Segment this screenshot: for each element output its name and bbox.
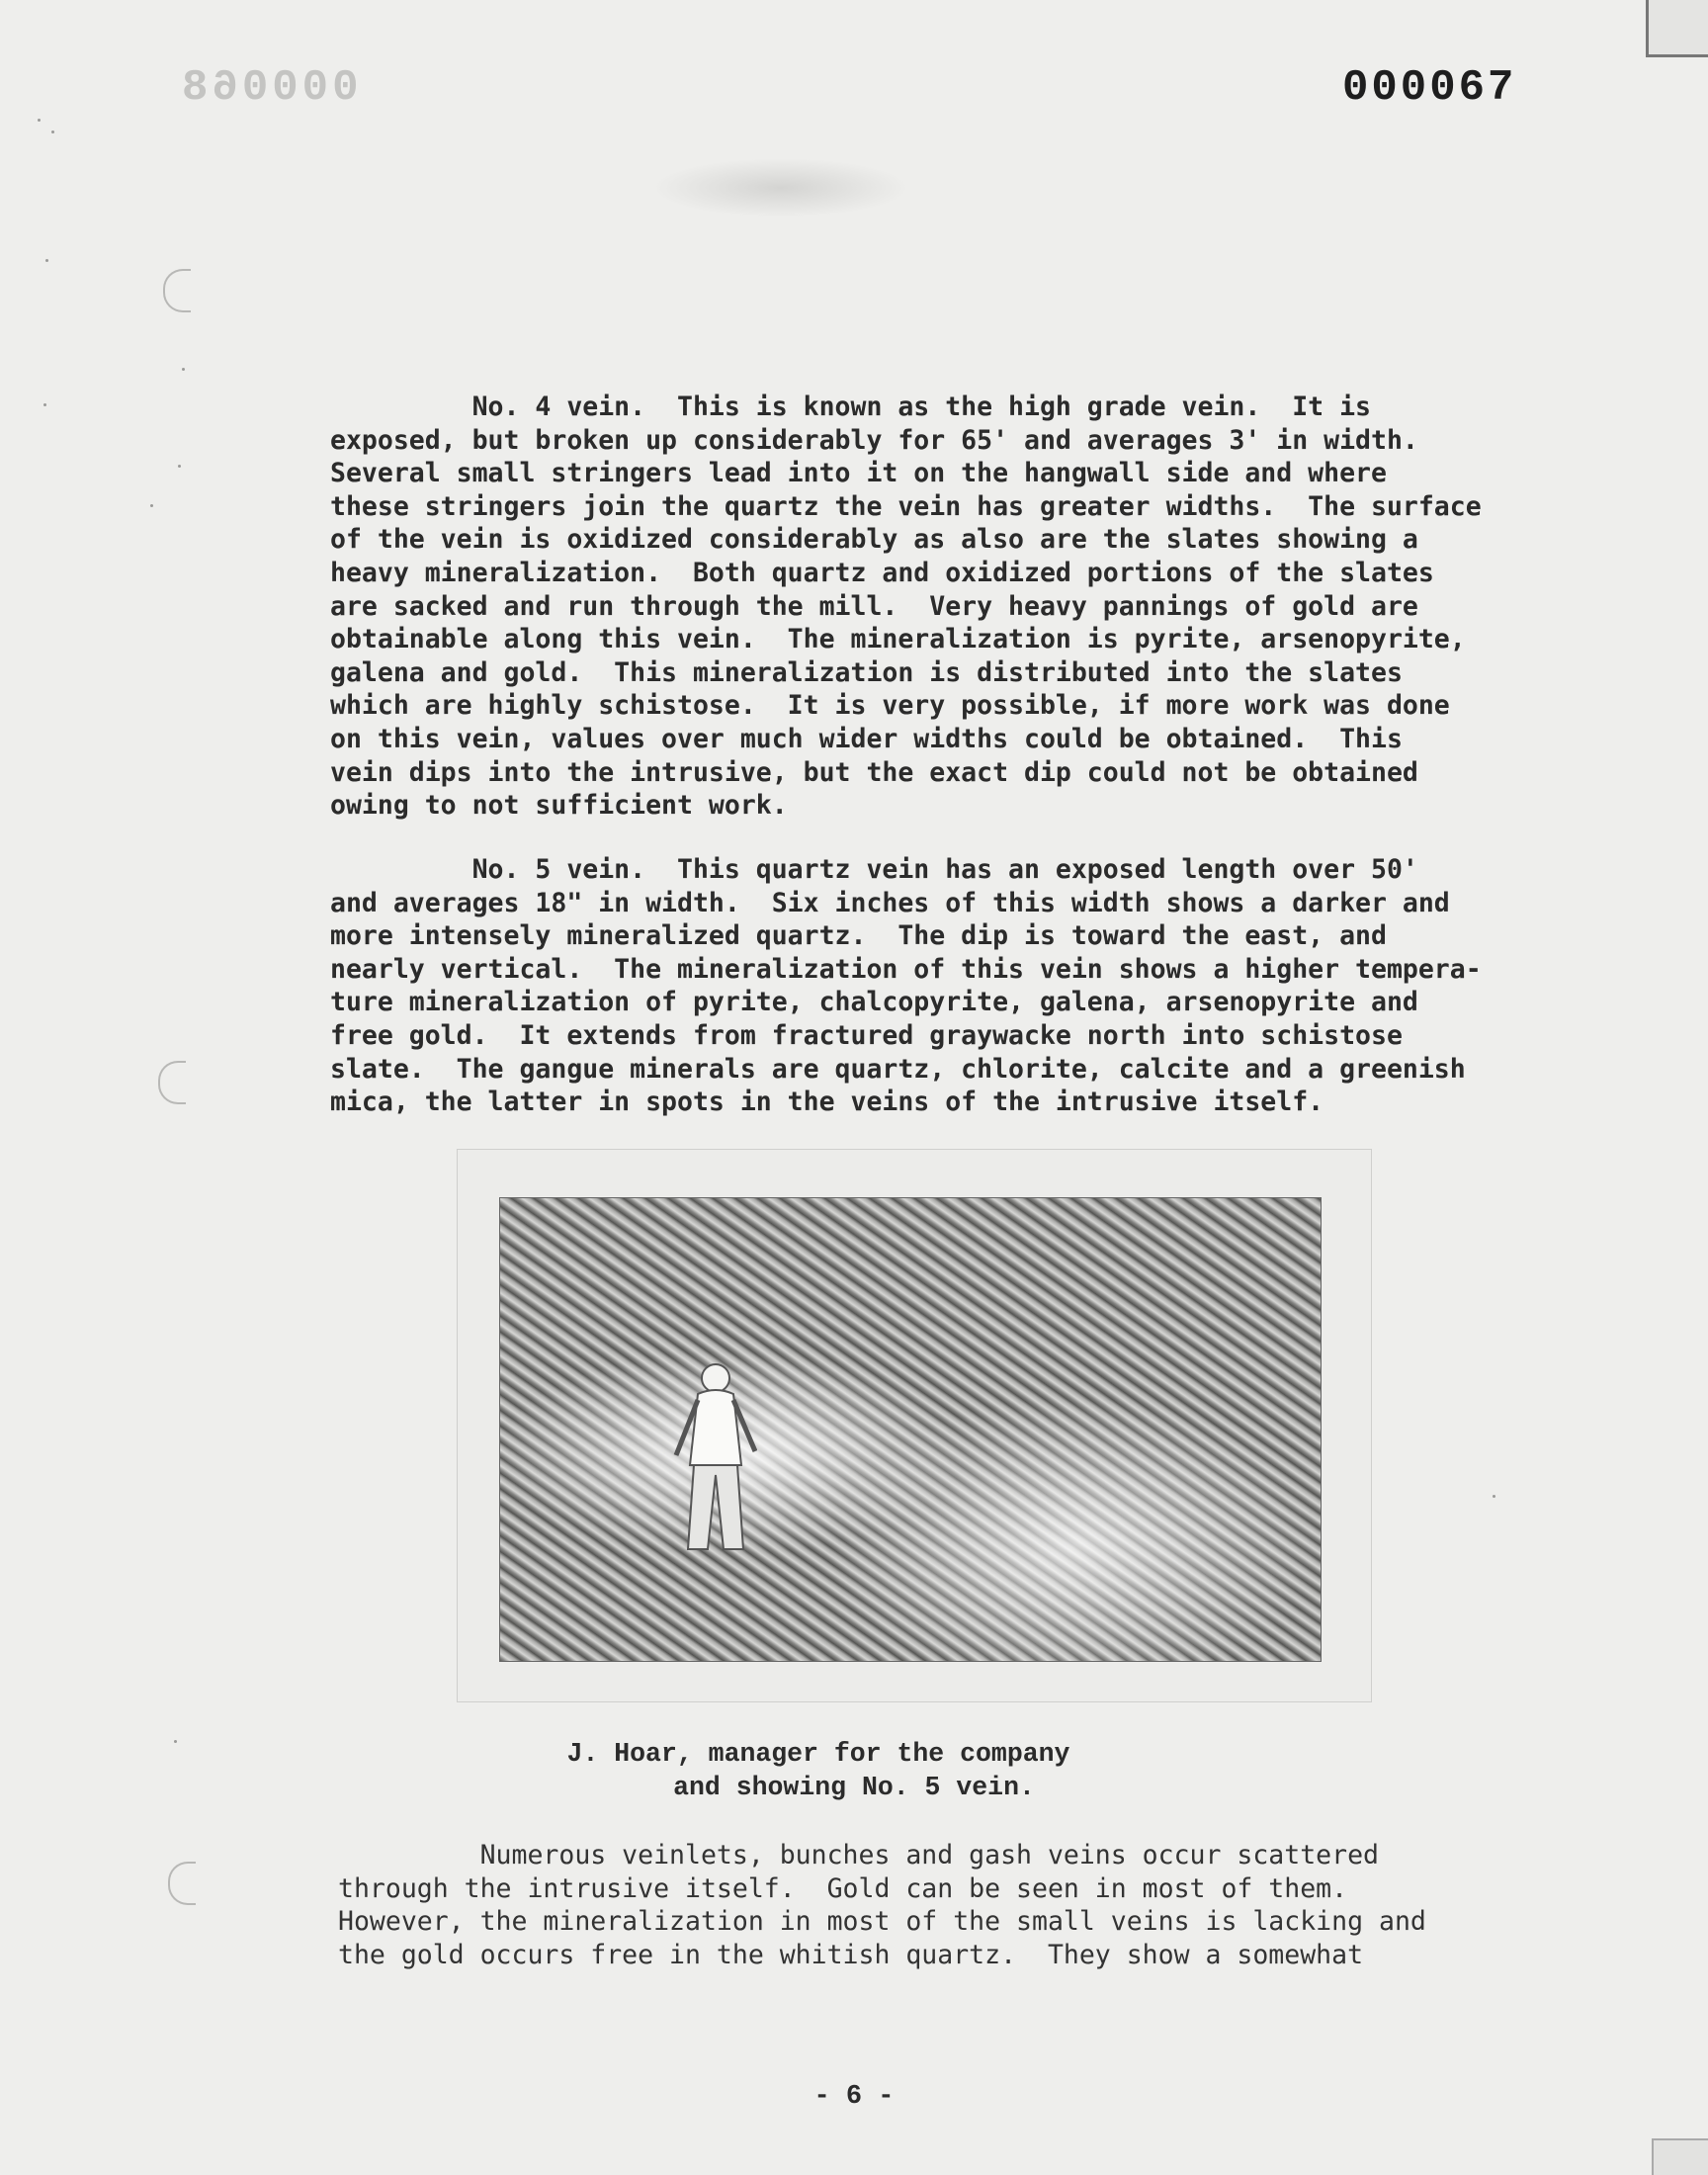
scan-edge-bottom-right <box>1652 2138 1708 2175</box>
text-line: more intensely mineralized quartz. The dip is toward the east, and <box>330 920 1387 952</box>
text-line: exposed, but broken up considerably for 65' and averages 3' in width. <box>330 424 1418 456</box>
scan-speck <box>178 465 181 468</box>
punch-hole-mark <box>168 1862 196 1905</box>
text-line: these stringers join the quartz the vein has greater widths. The surface <box>330 490 1482 522</box>
paragraph-no4-vein <box>330 391 1576 823</box>
text-line: owing to not sufficient work. <box>330 790 788 822</box>
scan-speck <box>150 504 153 507</box>
scan-edge-top-right <box>1646 0 1708 57</box>
text-line: Numerous veinlets, bunches and gash veins occur scattered <box>338 1840 1379 1870</box>
text-line: mica, the latter in spots in the veins of the intrusive itself. <box>330 1087 1324 1118</box>
text-line: slate. The gangue minerals are quartz, chlorite, calcite and a greenish <box>330 1053 1466 1085</box>
page-id-stamp: 000067 <box>1342 63 1517 113</box>
bleed-through-page-id: 000068 <box>178 63 359 113</box>
text-line: and averages 18" in width. Six inches of this width shows a darker and <box>330 887 1450 918</box>
text-line: No. 5 vein. This quartz vein has an exposed length over 50' <box>330 854 1418 885</box>
text-line: galena and gold. This mineralization is distributed into the slates <box>330 656 1403 688</box>
paragraph-no5-vein <box>330 853 1576 1119</box>
text-line: heavy mineralization. Both quartz and oxidized portions of the slates <box>330 557 1434 588</box>
scan-speck <box>45 259 48 262</box>
text-line: through the intrusive itself. Gold can be seen in most of them. <box>338 1872 1348 1904</box>
punch-hole-mark <box>163 269 191 312</box>
text-line: are sacked and run through the mill. Very heavy pannings of gold are <box>330 590 1418 622</box>
text-line: nearly vertical. The mineralization of this vein shows a higher tempera- <box>330 953 1482 985</box>
paragraph-veinlets <box>338 1839 1583 1971</box>
photo-caption-line-2: and showing No. 5 vein. <box>673 1773 1035 1802</box>
scan-speck <box>38 119 41 122</box>
scan-speck <box>1493 1495 1495 1498</box>
photograph-no5-vein <box>499 1197 1322 1662</box>
photograph-mount <box>457 1149 1372 1702</box>
text-line: ture mineralization of pyrite, chalcopyrite, galena, arsenopyrite and <box>330 987 1418 1018</box>
text-line: obtainable along this vein. The mineralization is pyrite, arsenopyrite, <box>330 624 1466 655</box>
text-line: However, the mineralization in most of the small veins is lacking and <box>338 1906 1426 1938</box>
scan-speck <box>51 130 54 133</box>
text-line: free gold. It extends from fractured graywacke north into schistose <box>330 1019 1403 1051</box>
photo-caption-line-1: J. Hoar, manager for the company <box>566 1739 1070 1769</box>
person-figure-icon <box>668 1356 757 1554</box>
text-line: No. 4 vein. This is known as the high grade vein. It is <box>330 392 1371 422</box>
page-number: - 6 - <box>813 2082 895 2112</box>
text-line: vein dips into the intrusive, but the exact dip could not be obtained <box>330 756 1418 788</box>
text-line: the gold occurs free in the whitish quartz. They show a somewhat <box>338 1939 1364 1970</box>
punch-hole-mark <box>158 1061 186 1104</box>
scan-speck <box>182 368 185 371</box>
text-line: on this vein, values over much wider widths could be obtained. This <box>330 723 1403 754</box>
text-line: Several small stringers lead into it on the hangwall side and where <box>330 458 1387 489</box>
text-line: of the vein is oxidized considerably as also are the slates showing a <box>330 524 1418 556</box>
bleed-through-smudge <box>652 158 909 218</box>
scan-speck <box>43 403 46 406</box>
text-line: which are highly schistose. It is very possible, if more work was done <box>330 690 1450 722</box>
